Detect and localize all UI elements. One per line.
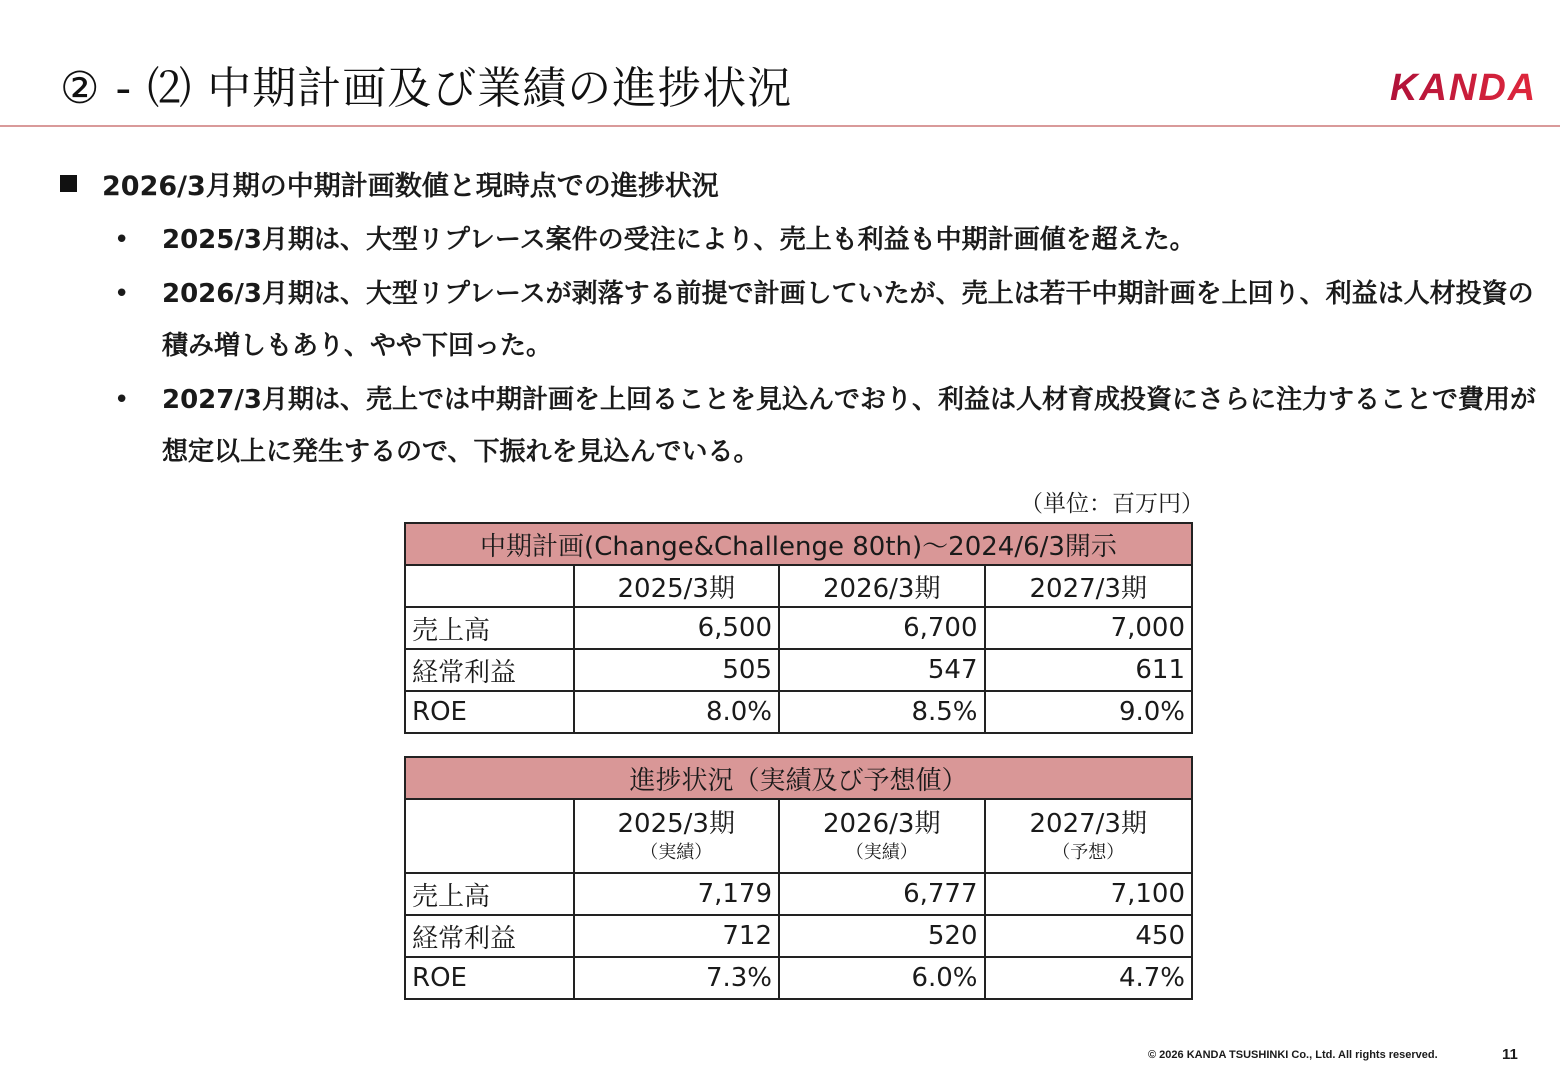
table-cell: 4.7% [985,957,1193,999]
table-cell: 611 [985,649,1193,691]
svg-text:KANDA: KANDA [1390,67,1538,108]
column-header: 2027/3期 [985,565,1193,607]
table-row [405,607,1192,649]
table-cell: 6.0% [779,957,985,999]
progress-table [404,756,1193,1000]
bullet-text: 2027/3月期は、売上では中期計画を上回ることを見込んでおり、利益は人材育成投資にさらに注力することで費用が想定以上に発生するので、下振れを見込んでいる。 [162,385,1536,467]
column-year: 2026/3期 [823,809,941,839]
table-cell: 520 [779,915,985,957]
row-label: ROE [405,957,574,999]
bullet-item [114,374,1544,478]
bullet-dot-icon: • [114,385,130,415]
section-heading-text: 2026/3月期の中期計画数値と現時点での進捗状況 [102,171,719,202]
column-year: 2025/3期 [617,809,735,839]
bullet-item [114,268,1544,372]
table-cell: 547 [779,649,985,691]
table-cell: 7,179 [574,873,780,915]
plan-table [404,522,1193,734]
table-row [405,691,1192,733]
column-note: （実績） [640,842,713,863]
column-header [574,799,780,873]
bullet-item [114,214,1544,266]
bullet-dot-icon: • [114,225,130,255]
table-cell: 450 [985,915,1193,957]
page-title: ② - ⑵ 中期計画及び業績の進捗状況 [60,63,793,114]
bullet-dot-icon: • [114,279,130,309]
row-label: 経常利益 [405,915,574,957]
column-header [779,799,985,873]
copyright-footer: © 2026 KANDA TSUSHINKI Co., Ltd. All rights reserved. [1148,1049,1438,1061]
table-header-row [405,565,1192,607]
table-header-row [405,799,1192,873]
bullet-text: 2026/3月期は、大型リプレースが剥落する前提で計画していたが、売上は若干中期計画を上回り、利益は人材投資の積み増しもあり、やや下回った。 [162,279,1534,361]
column-header [985,799,1193,873]
row-label: ROE [405,691,574,733]
table-cell: 712 [574,915,780,957]
table-cell: 505 [574,649,780,691]
table-cell: 7,100 [985,873,1193,915]
column-note: （予想） [1052,842,1125,863]
table-row [405,649,1192,691]
table-cell: 7,000 [985,607,1193,649]
table-cell: 6,700 [779,607,985,649]
section-heading [60,164,719,203]
row-label: 売上高 [405,607,574,649]
bullet-text: 2025/3月期は、大型リプレース案件の受注により、売上も利益も中期計画値を超えた。 [162,225,1196,255]
title-divider [0,125,1560,127]
column-header: 2025/3期 [574,565,780,607]
table-cell: 8.0% [574,691,780,733]
row-label: 売上高 [405,873,574,915]
table-cell: 8.5% [779,691,985,733]
table-cell: 6,500 [574,607,780,649]
column-header: 2026/3期 [779,565,985,607]
column-year: 2027/3期 [1029,809,1147,839]
empty-cell [405,799,574,873]
table-row [405,873,1192,915]
table-cell: 6,777 [779,873,985,915]
table-row [405,915,1192,957]
kanda-logo [1388,62,1548,108]
table-row [405,957,1192,999]
empty-cell [405,565,574,607]
row-label: 経常利益 [405,649,574,691]
table-cell: 9.0% [985,691,1193,733]
square-bullet-icon [60,175,77,192]
plan-table-title: 中期計画(Change&Challenge 80th)～2024/6/3開示 [405,523,1192,565]
table-cell: 7.3% [574,957,780,999]
column-note: （実績） [845,842,918,863]
page-number: 11 [1502,1046,1518,1063]
unit-note: （単位：百万円） [1020,491,1204,517]
bullet-list [114,214,1544,480]
progress-table-title: 進捗状況（実績及び予想値） [405,757,1192,799]
